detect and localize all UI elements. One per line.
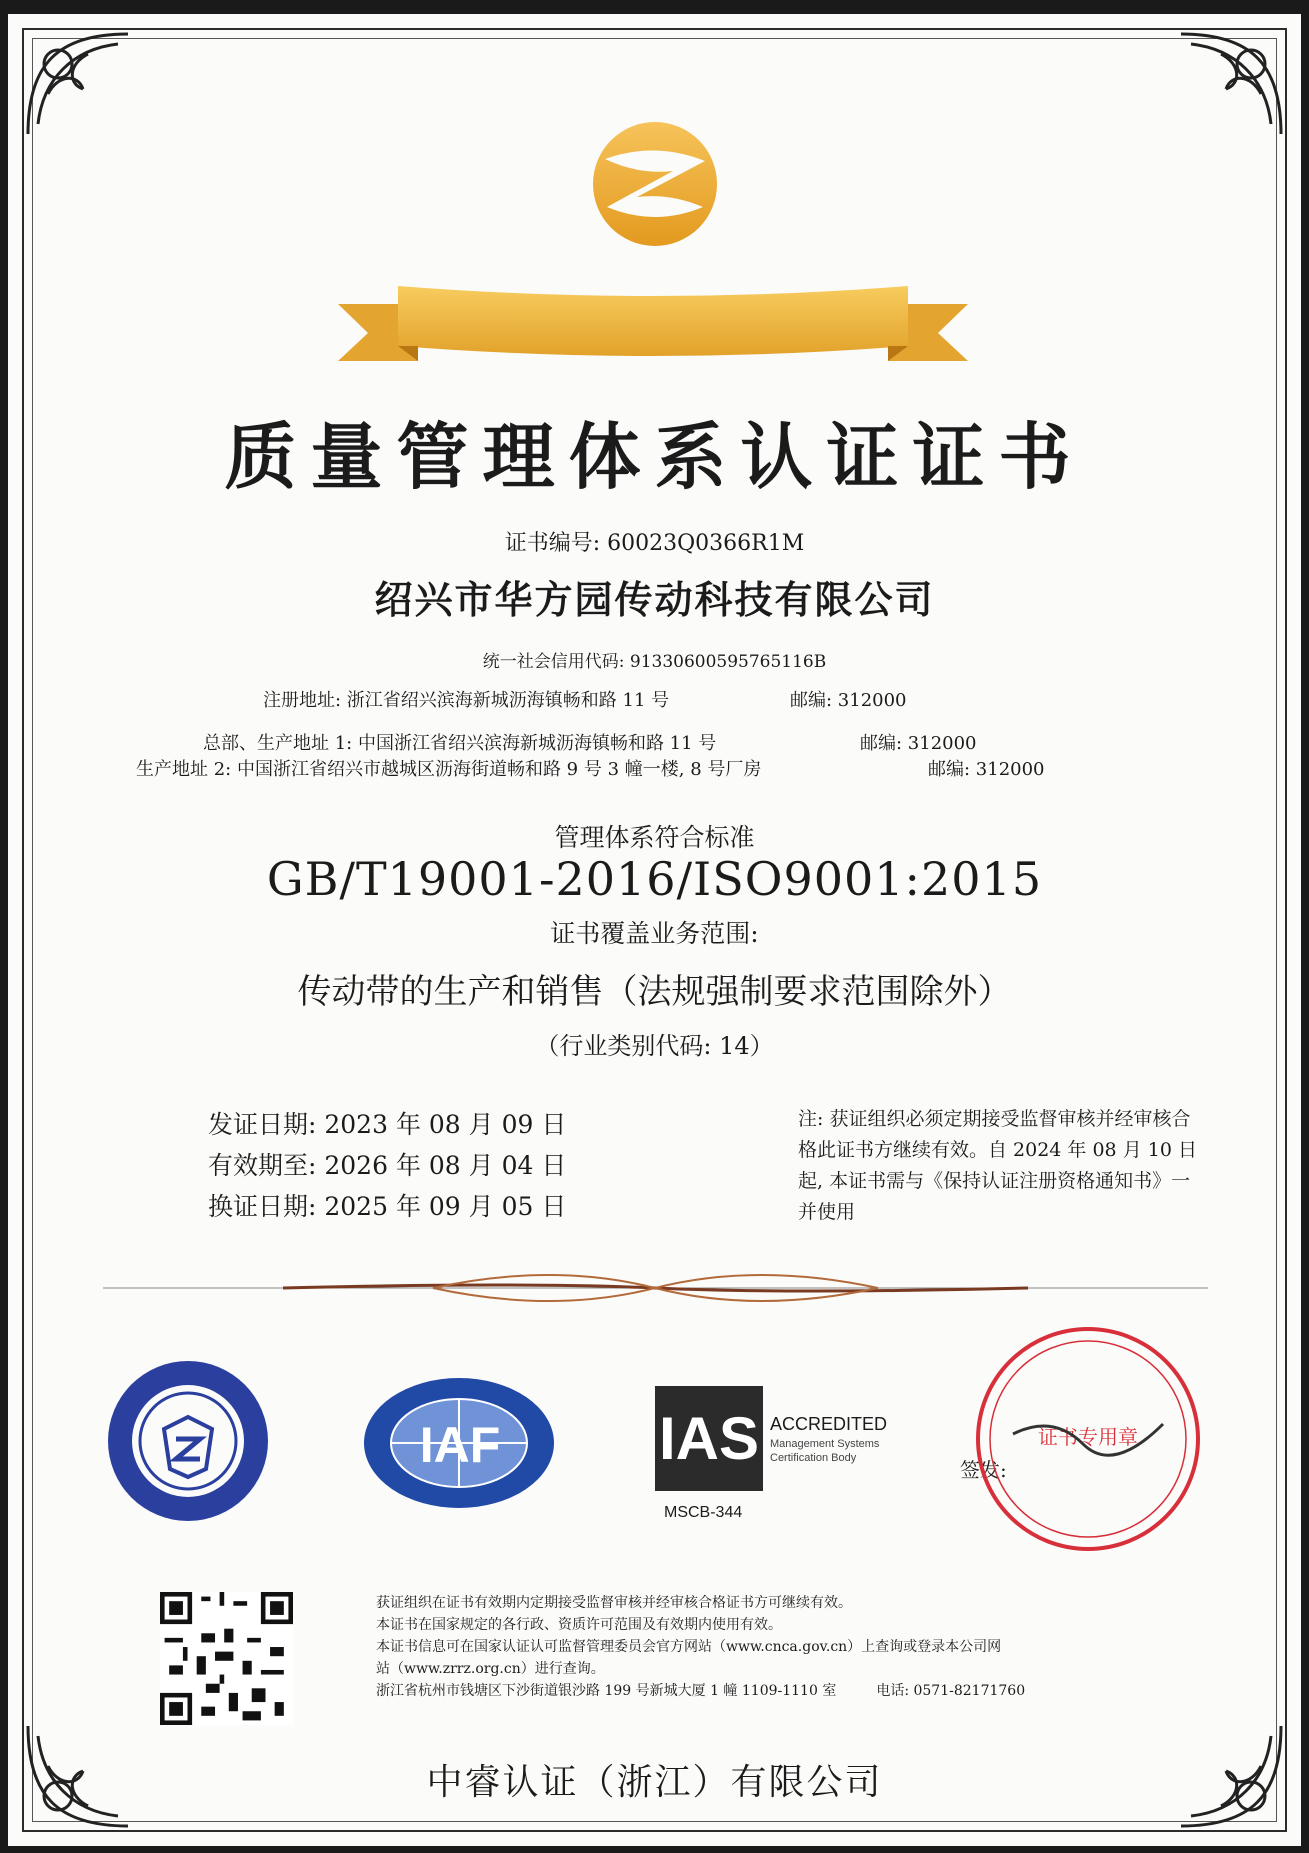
fine-print-line-1: 获证组织在证书有效期内定期接受监督审核并经审核合格证书方可继续有效。 [376, 1595, 852, 1611]
qr-code-icon[interactable] [160, 1592, 293, 1725]
signature-label: 签发: [960, 1458, 1007, 1482]
certificate-page [8, 14, 1301, 1846]
production-postcode-1: 邮编: 312000 [860, 733, 977, 754]
red-company-seal-icon [973, 1324, 1203, 1554]
fine-print-line-5 [376, 1680, 1025, 1702]
scope: 传动带的生产和销售（法规强制要求范围除外） [297, 972, 1012, 1012]
gold-ribbon-icon [338, 276, 968, 386]
certificate-title: 质量管理体系认证证书 [224, 415, 1085, 499]
credit-code: 统一社会信用代码: 91330600595765116B [482, 652, 827, 672]
zrrz-logo-icon [575, 119, 735, 249]
ias-accredited: ACCREDITED [770, 1414, 888, 1434]
iaf-label: IAF [419, 1417, 501, 1473]
production-address-1: 总部、生产地址 1: 中国浙江省绍兴滨海新城沥海镇畅和路 11 号 [203, 733, 717, 754]
ias-label: IAS [658, 1405, 760, 1472]
divider-ornament-icon [103, 1262, 1208, 1312]
ias-badge [655, 1386, 763, 1491]
svg-text:证书专用章: 证书专用章 [1038, 1425, 1138, 1449]
standard: GB/T19001-2016/ISO9001:2015 [266, 852, 1043, 906]
registered-address: 注册地址: 浙江省绍兴滨海新城沥海镇畅和路 11 号 [263, 690, 670, 711]
mscb-number: MSCB-344 [664, 1504, 743, 1521]
fine-print-line-2: 本证书在国家规定的各行政、资质许可范围及有效期内使用有效。 [376, 1617, 782, 1633]
independent-certification-badge-icon [106, 1359, 271, 1524]
issuer-name: 中睿认证（浙江）有限公司 [426, 1762, 883, 1803]
issue-date: 发证日期: 2023 年 08 月 09 日 [208, 1110, 567, 1139]
industry-code: （行业类别代码: 14） [535, 1032, 774, 1060]
issuer-phone: 电话: 0571-82171760 [876, 1683, 1026, 1699]
issuer-address: 浙江省杭州市钱塘区下沙街道银沙路 199 号新城大厦 1 幢 1109-1110 室 [376, 1683, 837, 1699]
corner-ornament-icon [1171, 24, 1291, 144]
fine-print-line-4: 站（www.zrrz.org.cn）进行查询。 [376, 1661, 605, 1677]
valid-until: 有效期至: 2026 年 08 月 04 日 [208, 1151, 567, 1180]
fine-print [376, 1592, 1025, 1702]
standard-label: 管理体系符合标准 [554, 823, 755, 852]
registered-postcode: 邮编: 312000 [790, 690, 907, 711]
company-name: 绍兴市华方园传动科技有限公司 [374, 577, 935, 622]
dates-block [208, 1104, 566, 1227]
renewal-date: 换证日期: 2025 年 09 月 05 日 [208, 1192, 567, 1221]
ias-cert-body: Certification Body [770, 1452, 857, 1464]
note: 注: 获证组织必须定期接受监督审核并经审核合格此证书方继续有效。自 2024 年 08 月 10 日起, 本证书需与《保持认证注册资格通知书》一并使用 [798, 1108, 1197, 1223]
ias-management-systems: Management Systems [770, 1438, 880, 1450]
certificate-number: 证书编号: 60023Q0366R1M [504, 531, 805, 556]
production-postcode-2: 邮编: 312000 [928, 759, 1045, 780]
corner-ornament-icon [18, 24, 138, 144]
fine-print-line-3: 本证书信息可在国家认证认可监督管理委员会官方网站（www.cnca.gov.cn）上查询或登录本公司网 [376, 1639, 1002, 1655]
production-address-2: 生产地址 2: 中国浙江省绍兴市越城区沥海街道畅和路 9 号 3 幢一楼, 8 号厂房 [136, 759, 762, 780]
scope-label: 证书覆盖业务范围: [550, 919, 759, 948]
